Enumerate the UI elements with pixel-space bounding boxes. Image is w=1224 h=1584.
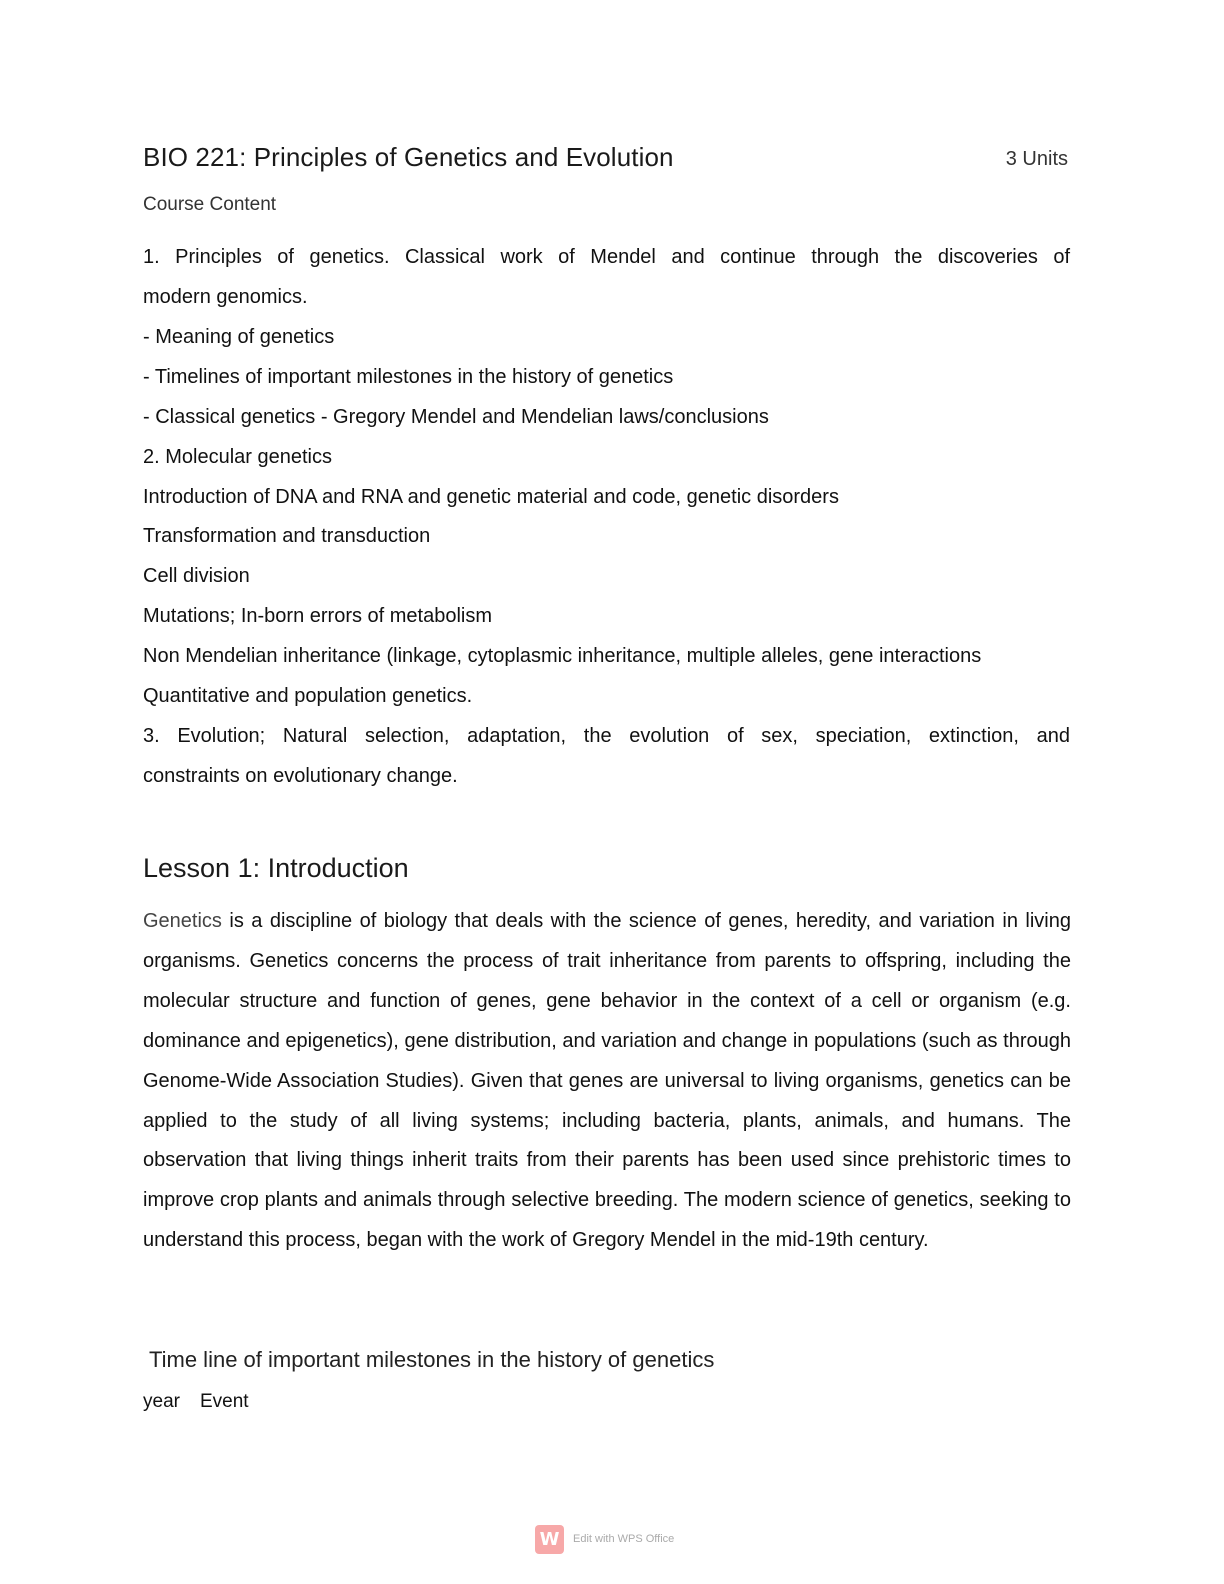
lesson-body-text: is a discipline of biology that deals with the science of genes, heredity, and variation in living organisms. Genetics concerns the process of trait inheritance from parents to offspring, including the molecular structure and function of genes, gene behavior in the context of a cell or organism (e.g. dominance and epigenetics), gene distribution, and variation and change in populations (such as through Genome-Wide Association Studies). Given that genes are universal to living organisms, genetics can be applied to the study of all living systems; including bacteria, plants, animals, and humans. The observation that living things inherit traits from their parents has been used since prehistoric times to improve crop plants and animals through selective breeding. The modern science of genetics, seeking to understand this process, began with the work of Gregory Mendel in the mid-19th century. [143, 910, 1071, 1252]
bullet-item: - Timelines of important milestones in the history of genetics [143, 366, 674, 388]
genetics-term: Genetics [143, 910, 222, 932]
timeline-heading: Time line of important milestones in the history of genetics [149, 1347, 715, 1372]
topic-item: Quantitative and population genetics. [143, 685, 473, 707]
item-1-line-2: modern genomics. [143, 286, 308, 308]
timeline-column-headers [143, 1391, 249, 1413]
wps-edit-link[interactable] [535, 1524, 674, 1554]
topic-item: Cell division [143, 565, 250, 587]
item-3-line-1: 3. Evolution; Natural selection, adaptation, the evolution of sex, speciation, extinction, and [143, 725, 1070, 747]
course-title: BIO 221: Principles of Genetics and Evolution [143, 142, 674, 172]
wps-logo-icon: W [535, 1525, 564, 1554]
lesson-heading: Lesson 1: Introduction [143, 853, 409, 883]
topic-item: Mutations; In-born errors of metabolism [143, 605, 493, 627]
column-header-event: Event [199, 1391, 249, 1412]
topic-item: Transformation and transduction [143, 525, 431, 547]
topic-item: Non Mendelian inheritance (linkage, cytoplasmic inheritance, multiple alleles, gene interactions [143, 645, 982, 667]
item-2-heading: 2. Molecular genetics [143, 446, 332, 468]
column-header-year: year [143, 1391, 180, 1412]
title-row [143, 142, 1068, 178]
bullet-item: - Meaning of genetics [143, 326, 335, 348]
item-1-line-1: 1. Principles of genetics. Classical work of Mendel and continue through the discoveries of [143, 246, 1070, 268]
wps-edit-label: Edit with WPS Office [573, 1533, 675, 1545]
course-units: 3 Units [1005, 148, 1068, 170]
item-3-line-2: constraints on evolutionary change. [143, 765, 458, 787]
lesson-paragraph [143, 902, 1071, 1261]
topic-item: Introduction of DNA and RNA and genetic material and code, genetic disorders [143, 486, 839, 508]
course-content-subheading: Course Content [143, 194, 277, 215]
bullet-item: - Classical genetics - Gregory Mendel and Mendelian laws/conclusions [143, 406, 769, 428]
